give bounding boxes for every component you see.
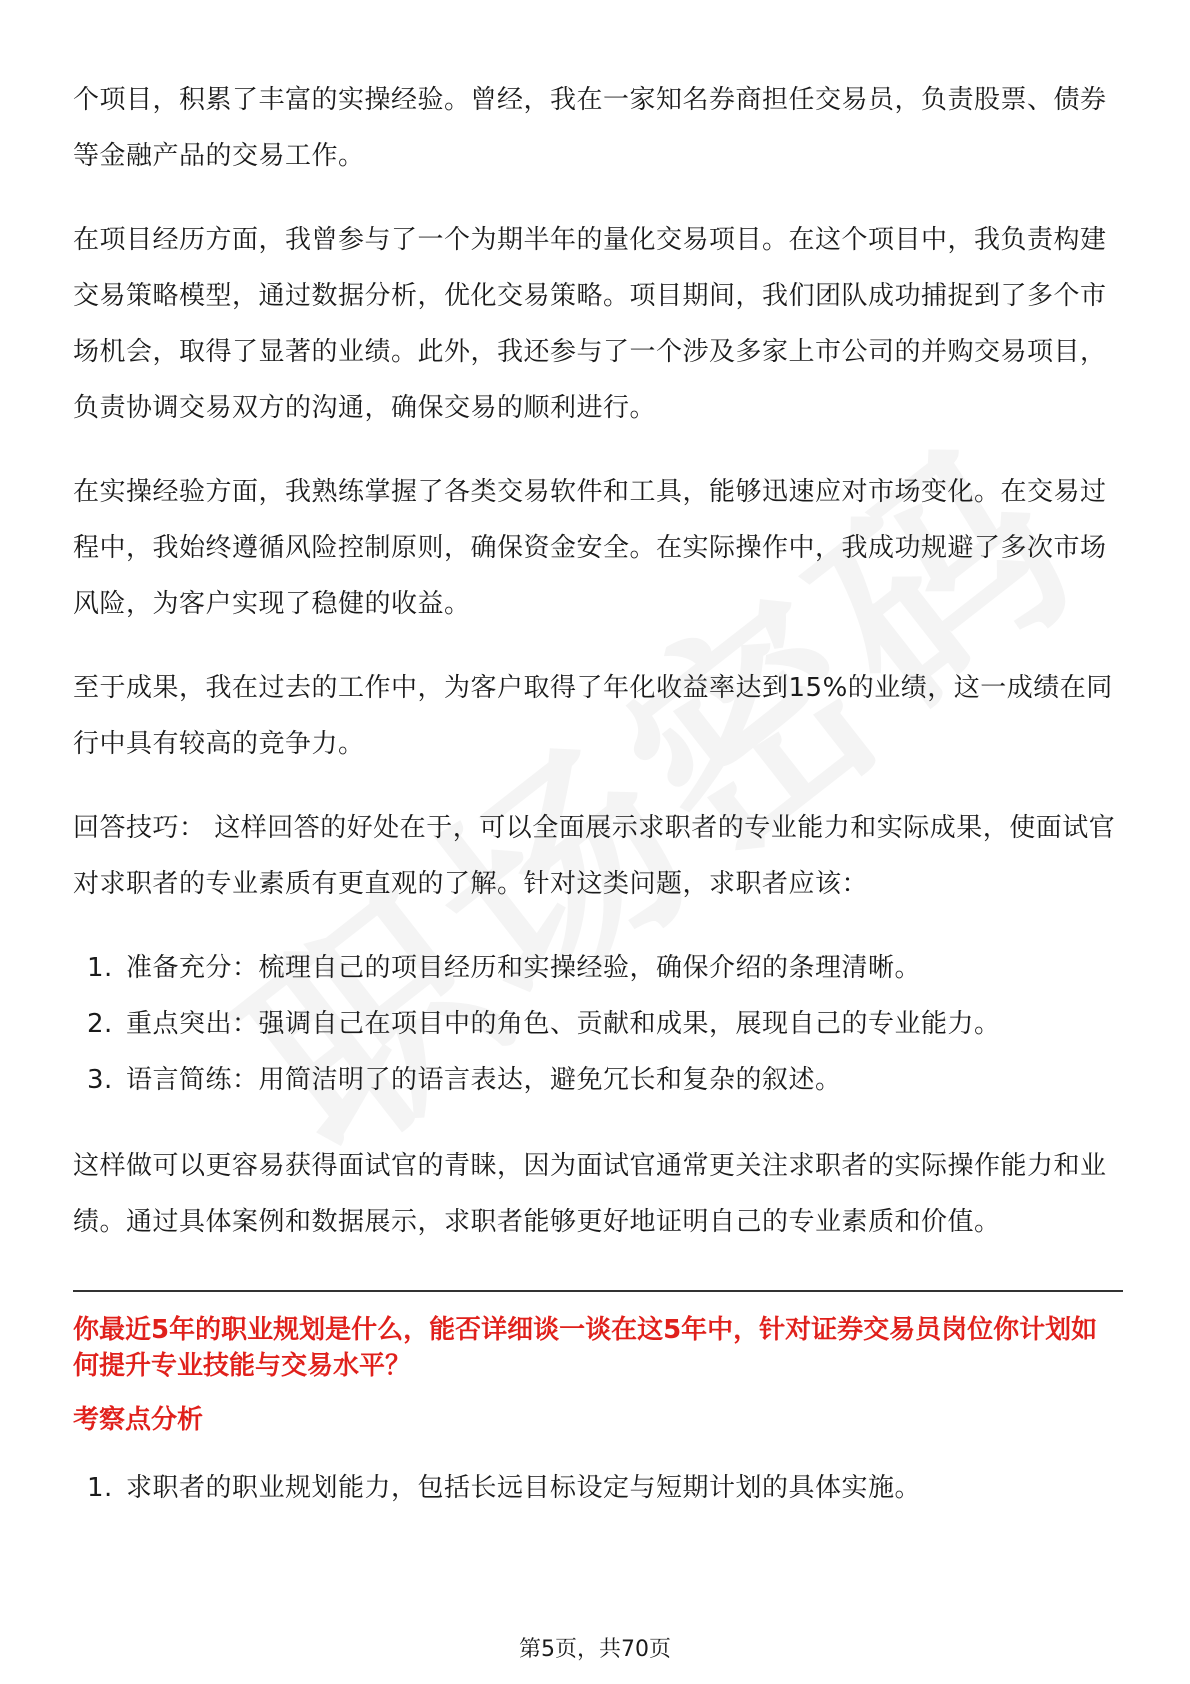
tips-list xyxy=(73,940,1123,1108)
document-body xyxy=(73,72,1123,1546)
paragraph-project-experience: 在项目经历方面，我曾参与了一个为期半年的量化交易项目。在这个项目中，我负责构建交易策略模型，通过数据分析，优化交易策略。项目期间，我们团队成功捕捉到了多个市场机会，取得了显著的业绩。此外，我还参与了一个涉及多家上市公司的并购交易项目，负责协调交易双方的沟通，确保交易的顺利进行。 xyxy=(73,225,1107,423)
paragraph-intro: 个项目，积累了丰富的实操经验。曾经，我在一家知名券商担任交易员，负责股票、债券等金融产品的交易工作。 xyxy=(73,85,1107,171)
paragraph-closing: 这样做可以更容易获得面试官的青睐，因为面试官通常更关注求职者的实际操作能力和业绩。通过具体案例和数据展示，求职者能够更好地证明自己的专业素质和价值。 xyxy=(73,1151,1107,1237)
list-item xyxy=(73,1460,1123,1516)
list-item-text: 求职者的职业规划能力，包括长远目标设定与短期计划的具体实施。 xyxy=(126,1473,922,1503)
list-item xyxy=(73,996,1123,1052)
list-item-text: 语言简练：用简洁明了的语言表达，避免冗长和复杂的叙述。 xyxy=(126,1065,842,1095)
paragraph-answer-tips: 回答技巧： 这样回答的好处在于，可以全面展示求职者的专业能力和实际成果，使面试官对求职者的专业素质有更直观的了解。针对这类问题，求职者应该： xyxy=(73,813,1116,899)
list-item xyxy=(73,1052,1123,1108)
paragraph-practical-experience: 在实操经验方面，我熟练掌握了各类交易软件和工具，能够迅速应对市场变化。在交易过程中，我始终遵循风险控制原则，确保资金安全。在实际操作中，我成功规避了多次市场风险，为客户实现了稳健的收益。 xyxy=(73,477,1107,619)
list-number: 1. xyxy=(87,953,113,983)
page-footer: 第5页，共70页 xyxy=(519,1637,671,1662)
list-number: 3. xyxy=(87,1065,113,1095)
analysis-points-list xyxy=(73,1460,1123,1516)
list-number: 2. xyxy=(87,1009,113,1039)
analysis-heading: 考察点分析 xyxy=(73,1405,204,1435)
paragraph-achievements: 至于成果，我在过去的工作中，为客户取得了年化收益率达到15%的业绩，这一成绩在同行中具有较高的竞争力。 xyxy=(73,673,1113,759)
section-divider xyxy=(73,1290,1123,1292)
interview-question: 你最近5年的职业规划是什么，能否详细谈一谈在这5年中，针对证券交易员岗位你计划如何提升专业技能与交易水平？ xyxy=(73,1315,1098,1381)
list-item-text: 重点突出：强调自己在项目中的角色、贡献和成果，展现自己的专业能力。 xyxy=(126,1009,1001,1039)
list-item xyxy=(73,940,1123,996)
list-item-text: 准备充分：梳理自己的项目经历和实操经验，确保介绍的条理清晰。 xyxy=(126,953,922,983)
list-number: 1. xyxy=(87,1473,113,1503)
